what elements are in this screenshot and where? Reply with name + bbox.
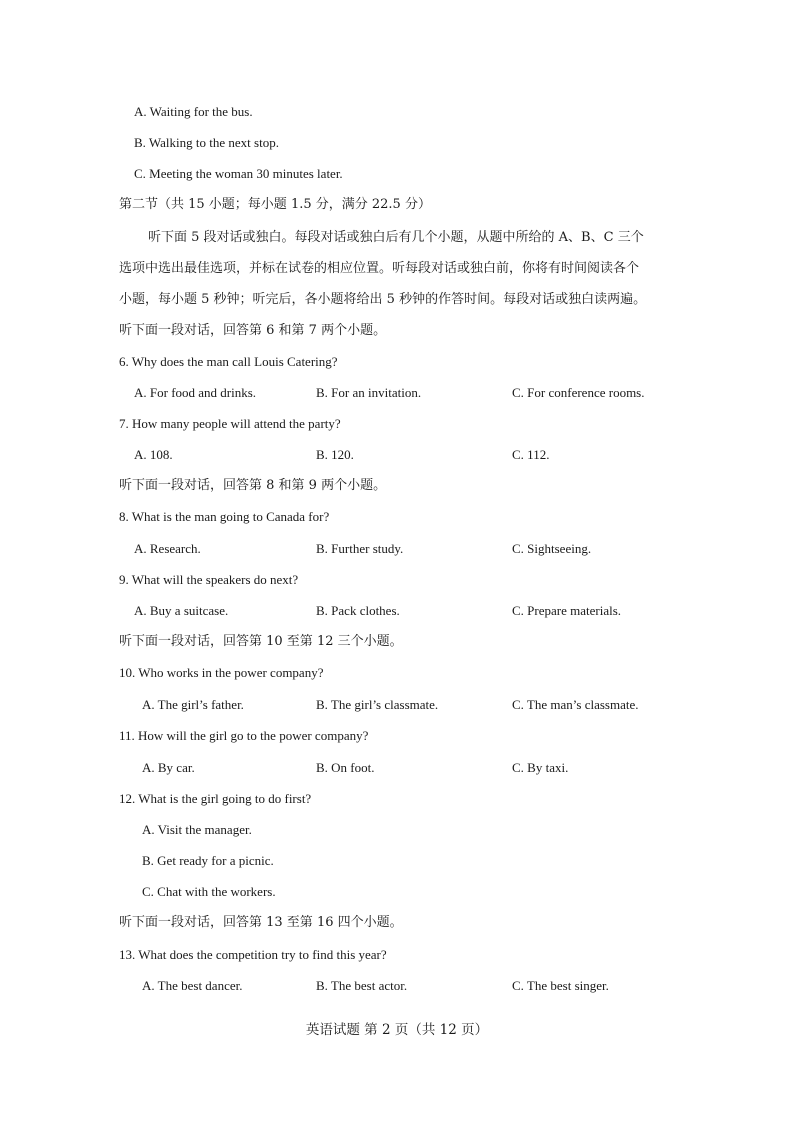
q8-option-c: C. Sightseeing. [512, 541, 592, 556]
q5-option-c: C. Meeting the woman 30 minutes later. [134, 166, 343, 181]
instruction-line-2: 选项中选出最佳选项，并标在试卷的相应位置。听每段对话或独白前，你将有时间阅读各个 [119, 261, 640, 276]
group-intro-6-7: 听下面一段对话，回答第 6 和第 7 两个小题。 [119, 323, 387, 338]
q12-option-c: C. Chat with the workers. [142, 884, 276, 899]
q7-option-b: B. 120. [316, 447, 354, 462]
q10-stem: 10. Who works in the power company? [119, 665, 324, 680]
q12-stem: 12. What is the girl going to do first? [119, 791, 312, 806]
q9-option-b: B. Pack clothes. [316, 603, 400, 618]
q12-option-a: A. Visit the manager. [142, 822, 252, 837]
q12-option-b: B. Get ready for a picnic. [142, 853, 274, 868]
q13-option-a: A. The best dancer. [142, 978, 243, 993]
q10-option-b: B. The girl’s classmate. [316, 697, 439, 712]
q11-option-c: C. By taxi. [512, 760, 569, 775]
q5-option-a: A. Waiting for the bus. [134, 104, 253, 119]
q13-option-b: B. The best actor. [316, 978, 408, 993]
q10-option-c: C. The man’s classmate. [512, 697, 639, 712]
q8-option-a: A. Research. [134, 541, 201, 556]
instruction-line-3: 小题，每小题 5 秒钟；听完后，各小题将给出 5 秒钟的作答时间。每段对话或独白读两遍。 [119, 292, 647, 307]
group-intro-13-16: 听下面一段对话，回答第 13 至第 16 四个小题。 [119, 915, 403, 930]
section-header: 第二节（共 15 小题；每小题 1.5 分，满分 22.5 分） [119, 197, 431, 212]
q8-stem: 8. What is the man going to Canada for? [119, 509, 330, 524]
q7-option-a: A. 108. [134, 447, 173, 462]
group-intro-8-9: 听下面一段对话，回答第 8 和第 9 两个小题。 [119, 478, 387, 493]
q6-option-b: B. For an invitation. [316, 385, 422, 400]
q5-option-b: B. Walking to the next stop. [134, 135, 279, 150]
q11-option-a: A. By car. [142, 760, 195, 775]
q11-option-b: B. On foot. [316, 760, 375, 775]
q7-stem: 7. How many people will attend the party? [119, 416, 341, 431]
q7-option-c: C. 112. [512, 447, 550, 462]
q10-option-a: A. The girl’s father. [142, 697, 244, 712]
q9-stem: 9. What will the speakers do next? [119, 572, 299, 587]
q13-option-c: C. The best singer. [512, 978, 609, 993]
page-footer: 英语试题 第 2 页（共 12 页） [305, 1022, 489, 1038]
q8-option-b: B. Further study. [316, 541, 404, 556]
instruction-line-1: 听下面 5 段对话或独白。每段对话或独白后有几个小题，从题中所给的 A、B、C 三个 [148, 230, 644, 245]
q9-option-a: A. Buy a suitcase. [134, 603, 229, 618]
group-intro-10-12: 听下面一段对话，回答第 10 至第 12 三个小题。 [119, 634, 403, 649]
q9-option-c: C. Prepare materials. [512, 603, 622, 618]
q6-option-a: A. For food and drinks. [134, 385, 257, 400]
q13-stem: 13. What does the competition try to find this year? [119, 947, 387, 962]
q11-stem: 11. How will the girl go to the power company? [119, 728, 369, 743]
q6-stem: 6. Why does the man call Louis Catering? [119, 354, 338, 369]
q6-option-c: C. For conference rooms. [512, 385, 645, 400]
